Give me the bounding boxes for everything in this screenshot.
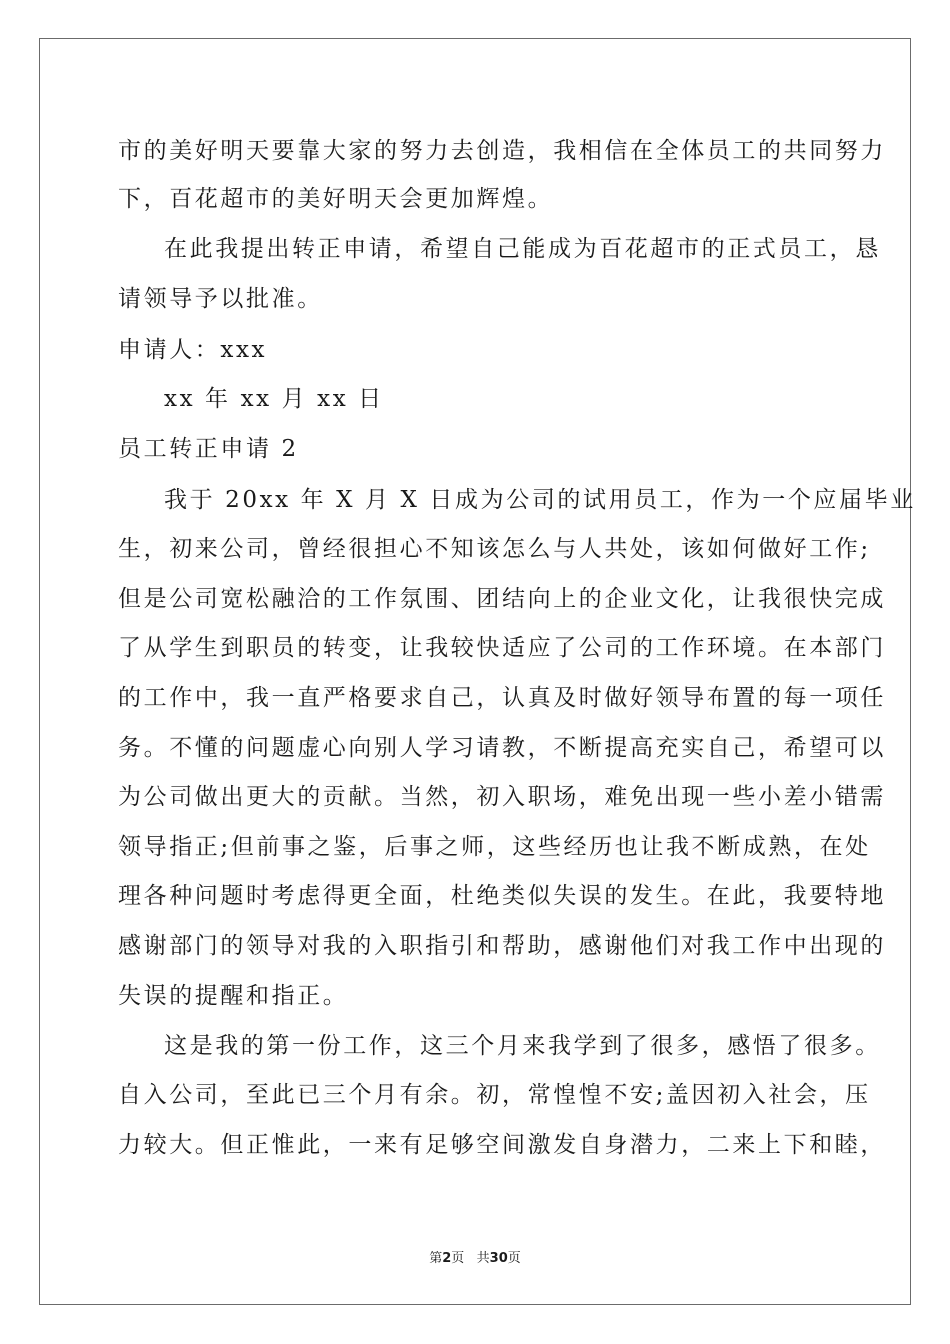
text-line: 领导指正;但前事之鉴，后事之师，这些经历也让我不断成熟，在处 [118,834,871,860]
page-label-prefix: 第 [429,1251,443,1266]
paragraph-first-line: 这是我的第一份工作，这三个月来我学到了很多，感悟了很多。 [164,1033,881,1059]
text-line: 力较大。但正惟此，一来有足够空间激发自身潜力，二来上下和睦， [118,1132,886,1158]
text-line: 失误的提醒和指正。 [118,983,349,1009]
page-border [39,38,911,1305]
date-line: xx 年 xx 月 xx 日 [164,386,384,412]
applicant-line: 申请人：xxx [118,337,268,363]
page-footer [0,1247,950,1266]
text-line: 市的美好明天要靠大家的努力去创造，我相信在全体员工的共同努力 [118,138,886,164]
text-line: 理各种问题时考虑得更全面，杜绝类似失误的发生。在此，我要特地 [118,883,886,909]
page-label-suffix: 页 [507,1251,521,1266]
text-line: 请领导予以批准。 [118,286,323,312]
text-line: 自入公司，至此已三个月有余。初，常惶惶不安;盖因初入社会，压 [118,1082,871,1108]
paragraph-first-line: 我于 20xx 年 X 月 X 日成为公司的试用员工，作为一个应届毕业 [164,487,916,513]
current-page-number: 2 [442,1251,452,1266]
text-line: 下，百花超市的美好明天会更加辉煌。 [118,186,554,212]
text-line: 但是公司宽松融洽的工作氛围、团结向上的企业文化，让我很快完成 [118,586,886,612]
total-page-count: 30 [489,1251,508,1266]
text-line: 感谢部门的领导对我的入职指引和帮助，感谢他们对我工作中出现的 [118,933,886,959]
paragraph-first-line: 在此我提出转正申请，希望自己能成为百花超市的正式员工，恳 [164,236,881,262]
text-line: 务。不懂的问题虚心向别人学习请教，不断提高充实自己，希望可以 [118,735,886,761]
section-heading: 员工转正申请 2 [118,436,299,462]
text-line: 为公司做出更大的贡献。当然，初入职场，难免出现一些小差小错需 [118,784,886,810]
text-line: 了从学生到职员的转变，让我较快适应了公司的工作环境。在本部门 [118,635,886,661]
text-line: 的工作中，我一直严格要求自己，认真及时做好领导布置的每一项任 [118,685,886,711]
page-label-mid: 页 共 [451,1251,490,1266]
text-line: 生，初来公司，曾经很担心不知该怎么与人共处，该如何做好工作; [118,536,871,562]
